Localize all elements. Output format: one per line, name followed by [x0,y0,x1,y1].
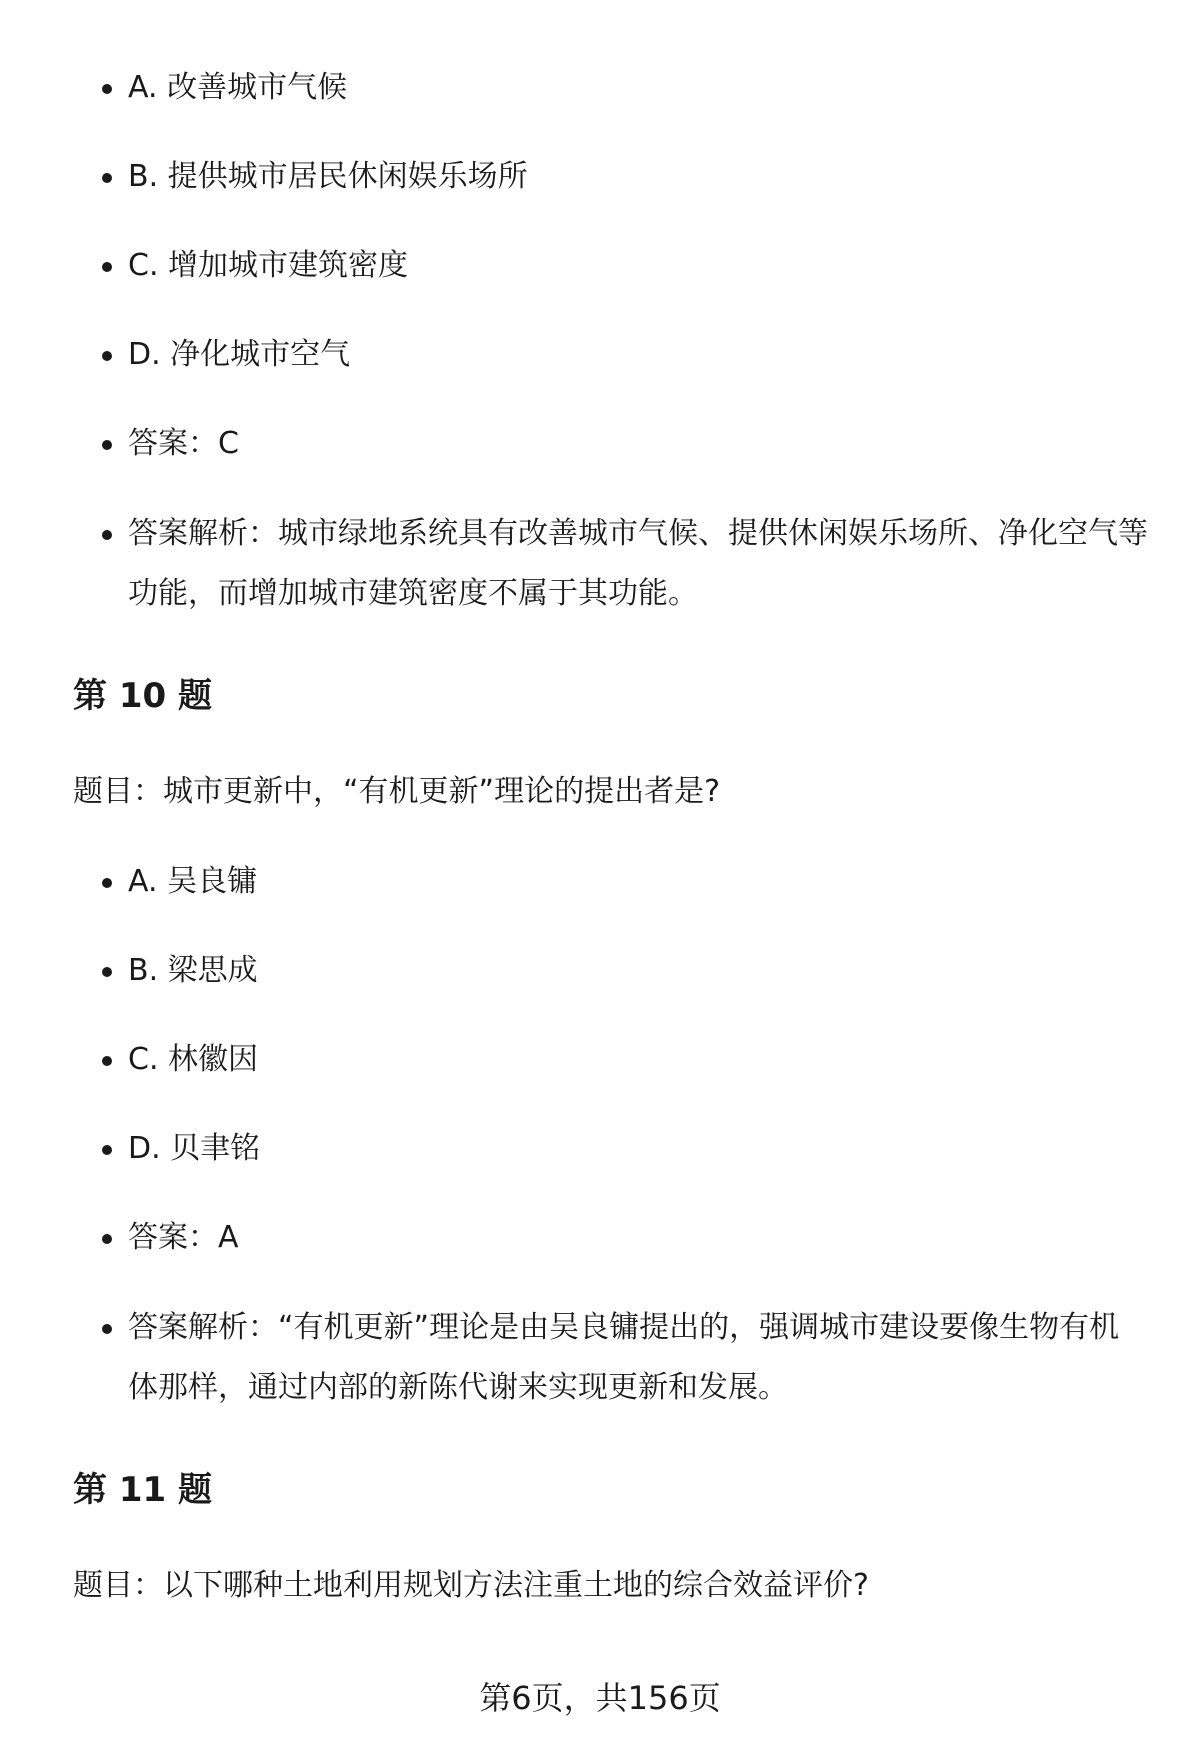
answer-explanation: 答案解析：城市绿地系统具有改善城市气候、提供休闲娱乐场所、净化空气等功能，而增加城市建筑密度不属于其功能。 [128,504,1148,624]
option-b: B. 提供城市居民休闲娱乐场所 [128,147,1148,207]
answer: 答案：C [128,414,1148,474]
question-11-prompt: 题目：以下哪种土地利用规划方法注重土地的综合效益评价? [73,1568,869,1603]
page-number: 第6页，共156页 [479,1679,721,1717]
option-c: C. 增加城市建筑密度 [128,236,1148,296]
answer: 答案：A [128,1208,1148,1268]
option-b: B. 梁思成 [128,941,1148,1001]
question-10-heading: 第 10 题 [73,676,212,716]
option-a: A. 改善城市气候 [128,58,1148,118]
question-11-heading: 第 11 题 [73,1470,212,1510]
option-c: C. 林徽因 [128,1030,1148,1090]
option-d: D. 贝聿铭 [128,1119,1148,1179]
option-a: A. 吴良镛 [128,852,1148,912]
option-d: D. 净化城市空气 [128,325,1148,385]
answer-explanation: 答案解析：“有机更新”理论是由吴良镛提出的，强调城市建设要像生物有机体那样，通过内部的新陈代谢来实现更新和发展。 [128,1298,1148,1418]
question-10-prompt: 题目：城市更新中，“有机更新”理论的提出者是? [73,774,721,809]
